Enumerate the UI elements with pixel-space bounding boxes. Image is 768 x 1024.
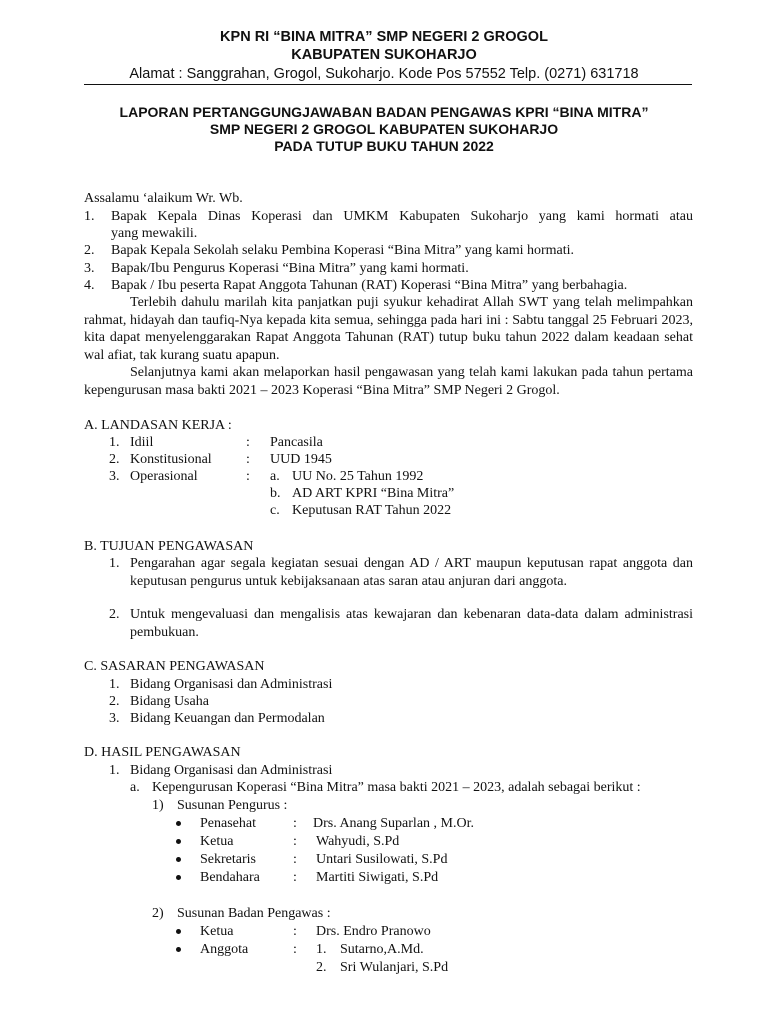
section-d-heading: D. HASIL PENGAWASAN (84, 745, 241, 760)
supervisor-separator: : (293, 942, 297, 957)
member-num: 2. (316, 960, 327, 975)
board-role: Penasehat (200, 816, 256, 831)
target-num: 2. (109, 694, 120, 709)
result-sub-letter: a. (130, 780, 140, 795)
basis-value: UUD 1945 (270, 452, 332, 467)
operational-letter: b. (270, 486, 281, 501)
report-title-line-3: PADA TUTUP BUKU TAHUN 2022 (274, 138, 494, 154)
supervisor-name: Drs. Endro Pranowo (316, 924, 431, 939)
supervisor-heading: Susunan Badan Pengawas : (177, 906, 331, 921)
supervisor-role: Anggota (200, 942, 249, 957)
board-num: 1) (152, 798, 164, 813)
bullet-icon (176, 875, 181, 880)
board-role: Sekretaris (200, 852, 256, 867)
operational-item: AD ART KPRI “Bina Mitra” (292, 486, 455, 501)
section-a-heading: A. LANDASAN KERJA : (84, 418, 232, 433)
bullet-icon (176, 839, 181, 844)
board-separator: : (293, 816, 297, 831)
target-num: 3. (109, 711, 120, 726)
board-role: Bendahara (200, 870, 260, 885)
salutation-text: Bapak Kepala Sekolah selaku Pembina Koperasi “Bina Mitra” yang kami hormati. (111, 243, 575, 258)
basis-separator: : (246, 452, 250, 467)
result-text: Bidang Organisasi dan Administrasi (130, 763, 333, 778)
basis-label: Idiil (130, 435, 154, 450)
board-separator: : (293, 834, 297, 849)
board-name: Wahyudi, S.Pd (316, 834, 400, 849)
target-text: Bidang Keuangan dan Permodalan (130, 711, 325, 726)
operational-letter: c. (270, 503, 280, 518)
target-text: Bidang Organisasi dan Administrasi (130, 677, 333, 692)
objective-text: Untuk mengevaluasi dan mengalisis atas kewajaran dan kebenaran data-data dalam administrasi pembukuan. (130, 607, 693, 640)
salutation-text: Bapak Kepala Dinas Koperasi dan UMKM Kabupaten Sukoharjo yang kami hormati atau (111, 209, 693, 224)
board-name: Drs. Anang Suparlan , M.Or. (313, 816, 474, 831)
salutation-num: 1. (84, 209, 95, 224)
supervisor-role: Ketua (200, 924, 234, 939)
member-num: 1. (316, 942, 327, 957)
basis-label: Operasional (130, 469, 198, 484)
report-title-line-1: LAPORAN PERTANGGUNGJAWABAN BADAN PENGAWAS KPRI “BINA MITRA” (119, 104, 649, 120)
objective-text: Pengarahan agar segala kegiatan sesuai dengan AD / ART maupun keputusan rapat anggota dan keputusan pengurus untuk kebijaksanaan atas saran atau anjuran dari anggota. (130, 556, 693, 589)
salutation-num: 3. (84, 261, 95, 276)
board-role: Ketua (200, 834, 234, 849)
salutation-text: Bapak / Ibu peserta Rapat Anggota Tahunan (RAT) Koperasi “Bina Mitra” yang berbahagia. (111, 278, 628, 293)
member-name: Sutarno,A.Md. (340, 942, 424, 957)
report-intro-paragraph: Selanjutnya kami akan melaporkan hasil pengawasan yang telah kami lakukan pada tahun pertama kepengurusan masa bakti 2021 – 2023 Koperasi “Bina Mitra” SMP Negeri 2 Grogol. (84, 365, 693, 398)
bullet-icon (176, 857, 181, 862)
operational-item: UU No. 25 Tahun 1992 (292, 469, 424, 484)
supervisor-separator: : (293, 924, 297, 939)
basis-num: 3. (109, 469, 120, 484)
opening-paragraph: Terlebih dahulu marilah kita panjatkan puji syukur kehadirat Allah SWT yang telah melimpahkan rahmat, hidayah dan taufiq-Nya kepada kita semua, sehingga pada hari ini : Sabtu tanggal 25 Februari 2023, kita dapat menyelenggarakan Rapat Anggota Tahunan (RAT) tutup buku tahun 2022 dalam keadaan sehat wal afiat, tak kurang suatu apapun. (84, 295, 693, 363)
bullet-icon (176, 947, 181, 952)
bullet-icon (176, 929, 181, 934)
basis-label: Konstitusional (130, 452, 212, 467)
header-rule (84, 84, 692, 85)
target-num: 1. (109, 677, 120, 692)
report-title-line-2: SMP NEGERI 2 GROGOL KABUPATEN SUKOHARJO (209, 121, 559, 137)
salutation-num: 4. (84, 278, 95, 293)
board-name: Untari Susilowati, S.Pd (316, 852, 448, 867)
objective-num: 2. (109, 607, 120, 622)
bullet-icon (176, 821, 181, 826)
supervisor-num: 2) (152, 906, 164, 921)
section-c-heading: C. SASARAN PENGAWASAN (84, 659, 265, 674)
salutation-text: Bapak/Ibu Pengurus Koperasi “Bina Mitra” yang kami hormati. (111, 261, 469, 276)
board-name: Martiti Siwigati, S.Pd (316, 870, 439, 885)
result-sub-text: Kepengurusan Koperasi “Bina Mitra” masa bakti 2021 – 2023, adalah sebagai berikut : (152, 780, 641, 795)
basis-separator: : (246, 469, 250, 484)
salutation-num: 2. (84, 243, 95, 258)
org-name: KPN RI “BINA MITRA” SMP NEGERI 2 GROGOL (220, 29, 548, 45)
basis-num: 1. (109, 435, 120, 450)
target-text: Bidang Usaha (130, 694, 209, 709)
basis-num: 2. (109, 452, 120, 467)
member-name: Sri Wulanjari, S.Pd (340, 960, 449, 975)
operational-letter: a. (270, 469, 280, 484)
basis-separator: : (246, 435, 250, 450)
greeting: Assalamu ‘alaikum Wr. Wb. (84, 191, 243, 206)
board-separator: : (293, 870, 297, 885)
address-line: Alamat : Sanggrahan, Grogol, Sukoharjo. Kode Pos 57552 Telp. (0271) 631718 (129, 66, 639, 82)
board-separator: : (293, 852, 297, 867)
basis-value: Pancasila (270, 435, 323, 450)
operational-item: Keputusan RAT Tahun 2022 (292, 503, 452, 518)
region-name: KABUPATEN SUKOHARJO (291, 47, 477, 63)
salutation-text-cont: yang mewakili. (111, 226, 198, 241)
board-heading: Susunan Pengurus : (177, 798, 288, 813)
section-b-heading: B. TUJUAN PENGAWASAN (84, 539, 254, 554)
result-num: 1. (109, 763, 120, 778)
objective-num: 1. (109, 556, 120, 571)
